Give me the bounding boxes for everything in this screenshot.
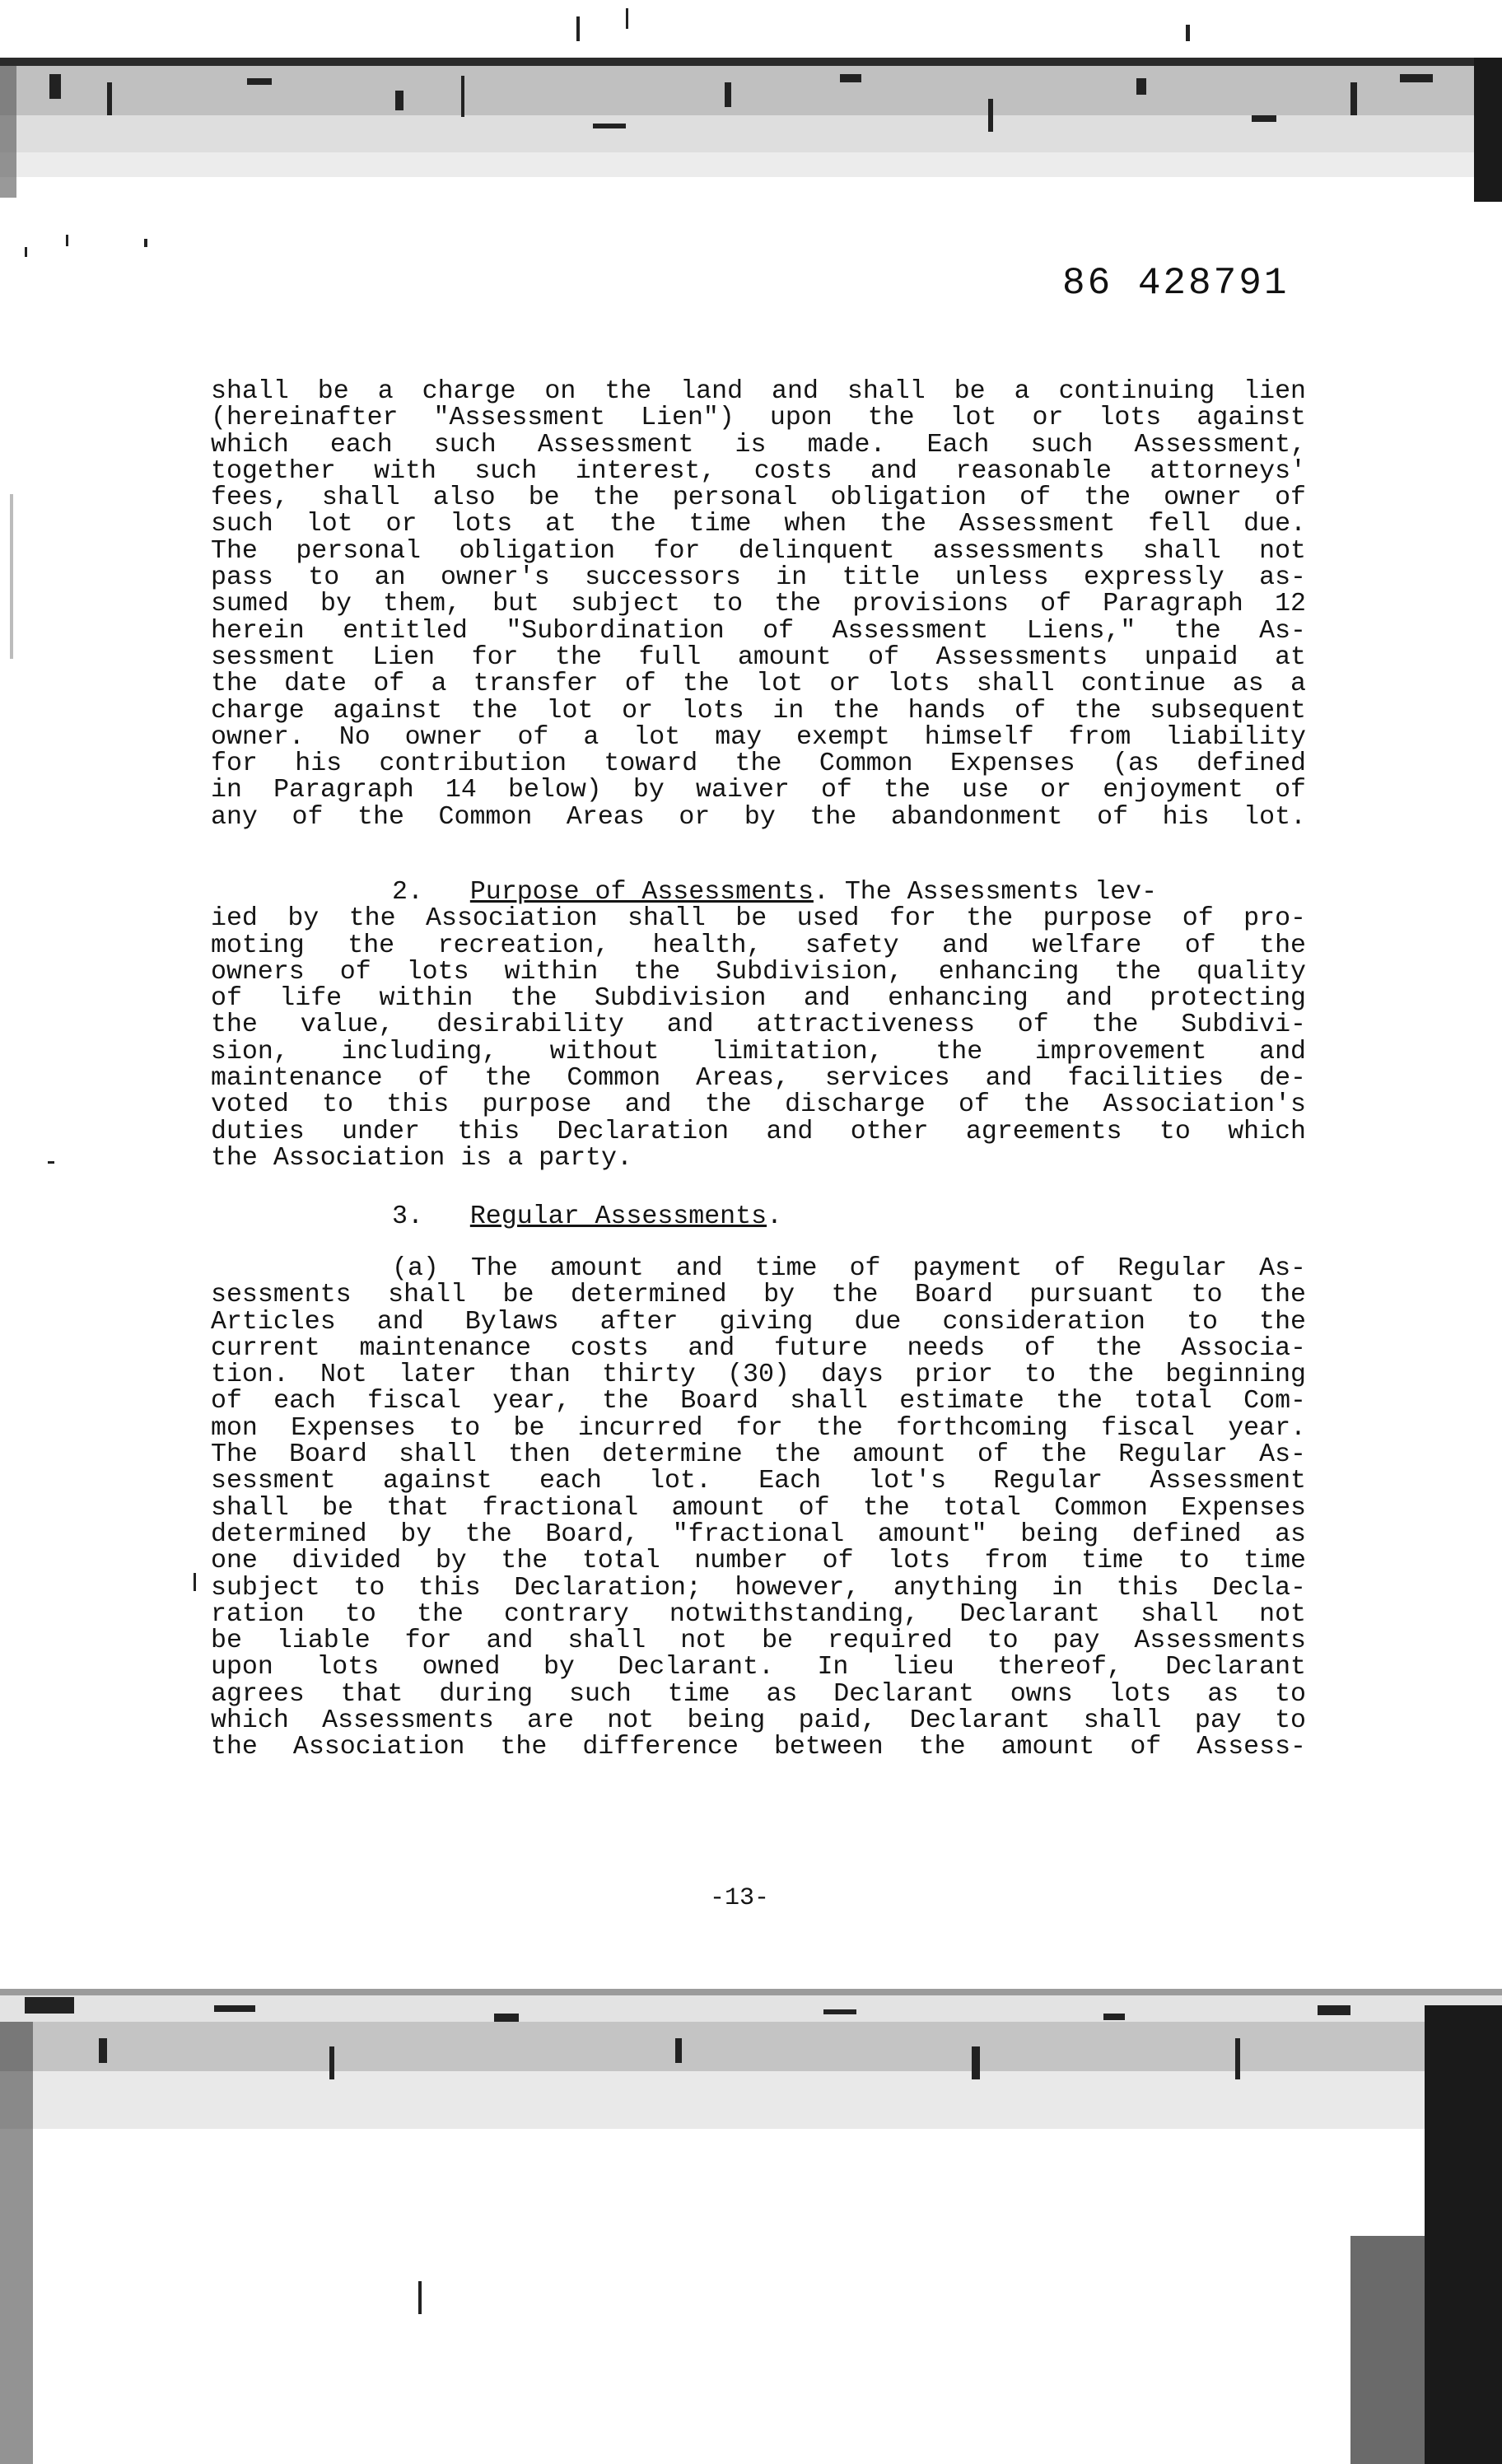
text-line: sumed by them, but subject to the provisions of Paragraph 12	[211, 590, 1306, 619]
text-line: for his contribution toward the Common Expenses (as defined	[211, 749, 1306, 779]
document-number: 86 428791	[1062, 262, 1290, 305]
text-line: (hereinafter "Assessment Lien") upon the lot or lots against	[211, 404, 1306, 433]
text-line: sessment Lien for the full amount of Assessments unpaid at	[211, 642, 1306, 672]
page-number: -13-	[710, 1884, 770, 1912]
text-line: be liable for and shall not be required to pay Assessments	[211, 1626, 1306, 1656]
text-line: Articles and Bylaws after giving due consideration to the	[211, 1307, 1306, 1337]
section-3-title-suffix: .	[767, 1202, 783, 1231]
text-line: pass to an owner's successors in title unless expressly as-	[211, 563, 1306, 593]
text-line: ration to the contrary notwithstanding, Declarant shall not	[211, 1599, 1306, 1629]
text-line: subject to this Declaration; however, anything in this Decla-	[211, 1573, 1306, 1603]
section-2-first-line	[211, 880, 1306, 906]
text-line: the Association the difference between the amount of Assess-	[211, 1733, 1306, 1762]
section-2-first-line-rest: . The Assessments lev-	[813, 878, 1158, 907]
text-line: of life within the Subdivision and enhancing and protecting	[211, 984, 1306, 1014]
section-2-purpose	[211, 880, 1306, 1172]
scan-noise-bottom	[0, 1989, 1502, 2464]
scan-fleck	[66, 235, 68, 246]
text-line: determined by the Board, "fractional amount" being defined as	[211, 1519, 1306, 1549]
text-line: herein entitled "Subordination of Assessment Liens," the As-	[211, 616, 1306, 646]
text-line: owner. No owner of a lot may exempt himself from liability	[211, 722, 1306, 752]
text-line: which each such Assessment is made. Each such Assessment,	[211, 430, 1306, 460]
text-line: The Board shall then determine the amount of the Regular As-	[211, 1440, 1306, 1470]
text-line: sessments shall be determined by the Board pursuant to the	[211, 1281, 1306, 1310]
text-line: shall be that fractional amount of the total Common Expenses	[211, 1493, 1306, 1523]
text-line: ied by the Association shall be used for the purpose of pro-	[211, 904, 1306, 934]
text-line: owners of lots within the Subdivision, enhancing the quality	[211, 957, 1306, 987]
text-line: moting the recreation, health, safety and welfare of the	[211, 931, 1306, 960]
section-3-heading	[392, 1202, 782, 1231]
text-line: mon Expenses to be incurred for the forthcoming fiscal year.	[211, 1413, 1306, 1443]
text-line: any of the Common Areas or by the abandonment of his lot.	[211, 802, 1306, 832]
text-line: shall be a charge on the land and shall be a continuing lien	[211, 377, 1306, 406]
text-line: the date of a transfer of the lot or lots shall continue as a	[211, 670, 1306, 699]
text-line: fees, shall also be the personal obligation of the owner of	[211, 483, 1306, 513]
text-line: (a) The amount and time of payment of Regular As-	[392, 1254, 1306, 1283]
text-line: maintenance of the Common Areas, services and facilities de-	[211, 1064, 1306, 1094]
scan-fleck	[194, 1573, 196, 1591]
scan-fleck	[48, 1161, 54, 1164]
scan-fleck	[10, 494, 13, 659]
text-line: current maintenance costs and future needs of the Associa-	[211, 1333, 1306, 1363]
scan-noise-top	[0, 0, 1502, 202]
paragraph-continuation	[211, 379, 1306, 831]
text-line: tion. Not later than thirty (30) days prior to the beginning	[211, 1360, 1306, 1390]
text-line: sion, including, without limitation, the improvement and	[211, 1037, 1306, 1066]
section-3a-paragraph	[211, 1256, 1306, 1762]
section-3-title: Regular Assessments	[469, 1202, 767, 1231]
text-line: sessment against each lot. Each lot's Regular Assessment	[211, 1467, 1306, 1496]
text-line: the Association is a party.	[211, 1143, 632, 1173]
text-line: of each fiscal year, the Board shall estimate the total Com-	[211, 1387, 1306, 1416]
scan-fleck	[25, 247, 27, 257]
section-2-number: 2.	[392, 878, 423, 907]
scan-fleck	[144, 239, 147, 247]
text-line: the value, desirability and attractiveness of the Subdivi-	[211, 1010, 1306, 1040]
text-line: such lot or lots at the time when the Assessment fell due.	[211, 510, 1306, 539]
text-line: agrees that during such time as Declarant owns lots as to	[211, 1679, 1306, 1709]
text-line: voted to this purpose and the discharge of the Association's	[211, 1090, 1306, 1120]
text-line: charge against the lot or lots in the hands of the subsequent	[211, 696, 1306, 726]
text-line: upon lots owned by Declarant. In lieu thereof, Declarant	[211, 1653, 1306, 1682]
text-line: The personal obligation for delinquent assessments shall not	[211, 536, 1306, 566]
text-line: one divided by the total number of lots from time to time	[211, 1547, 1306, 1576]
text-line: in Paragraph 14 below) by waiver of the use or enjoyment of	[211, 776, 1306, 805]
text-line: together with such interest, costs and reasonable attorneys'	[211, 456, 1306, 486]
section-3-number: 3.	[392, 1202, 423, 1231]
text-line: which Assessments are not being paid, Declarant shall pay to	[211, 1706, 1306, 1736]
text-line: duties under this Declaration and other agreements to which	[211, 1117, 1306, 1146]
section-2-title: Purpose of Assessments	[469, 878, 814, 907]
